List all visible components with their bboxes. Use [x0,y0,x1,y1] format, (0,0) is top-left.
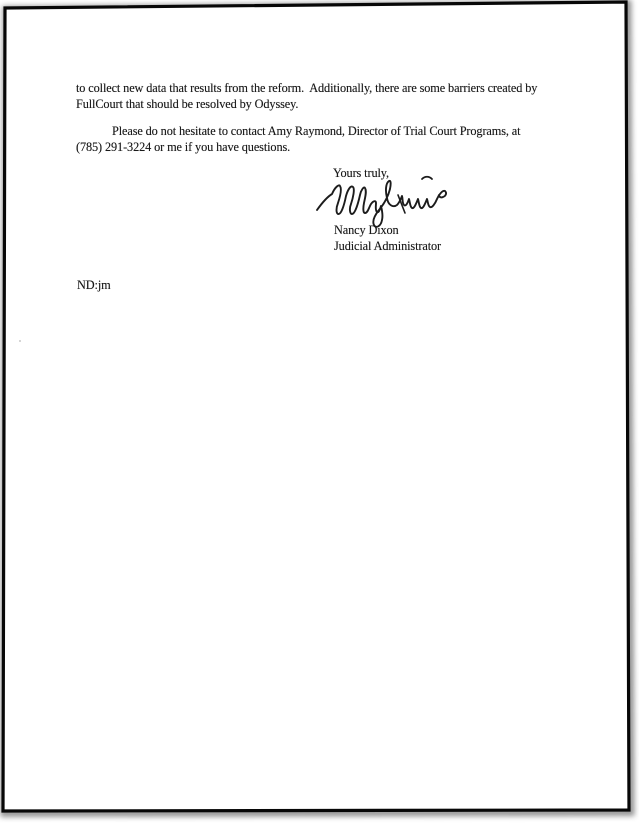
reference-initials: ND:jm [77,278,111,292]
signer-title: Judicial Administrator [334,239,441,253]
signature-main-stroke [317,181,446,227]
body-para2-line1: Please do not hesitate to contact Amy Raymond, Director of Trial Court Programs, at [112,124,521,138]
scan-artifact-dot [19,340,21,342]
body-para2-line2: (785) 291-3224 or me if you have questions. [76,140,291,154]
valediction: Yours truly, [333,166,389,180]
signature-flourish-dash [422,177,432,179]
signer-name: Nancy Dixon [334,223,399,237]
handwritten-signature [313,170,467,230]
body-para1-line1: to collect new data that results from the reform. Additionally, there are some barriers created by [76,81,538,95]
body-para1-line2: FullCourt that should be resolved by Odyssey. [76,97,299,111]
